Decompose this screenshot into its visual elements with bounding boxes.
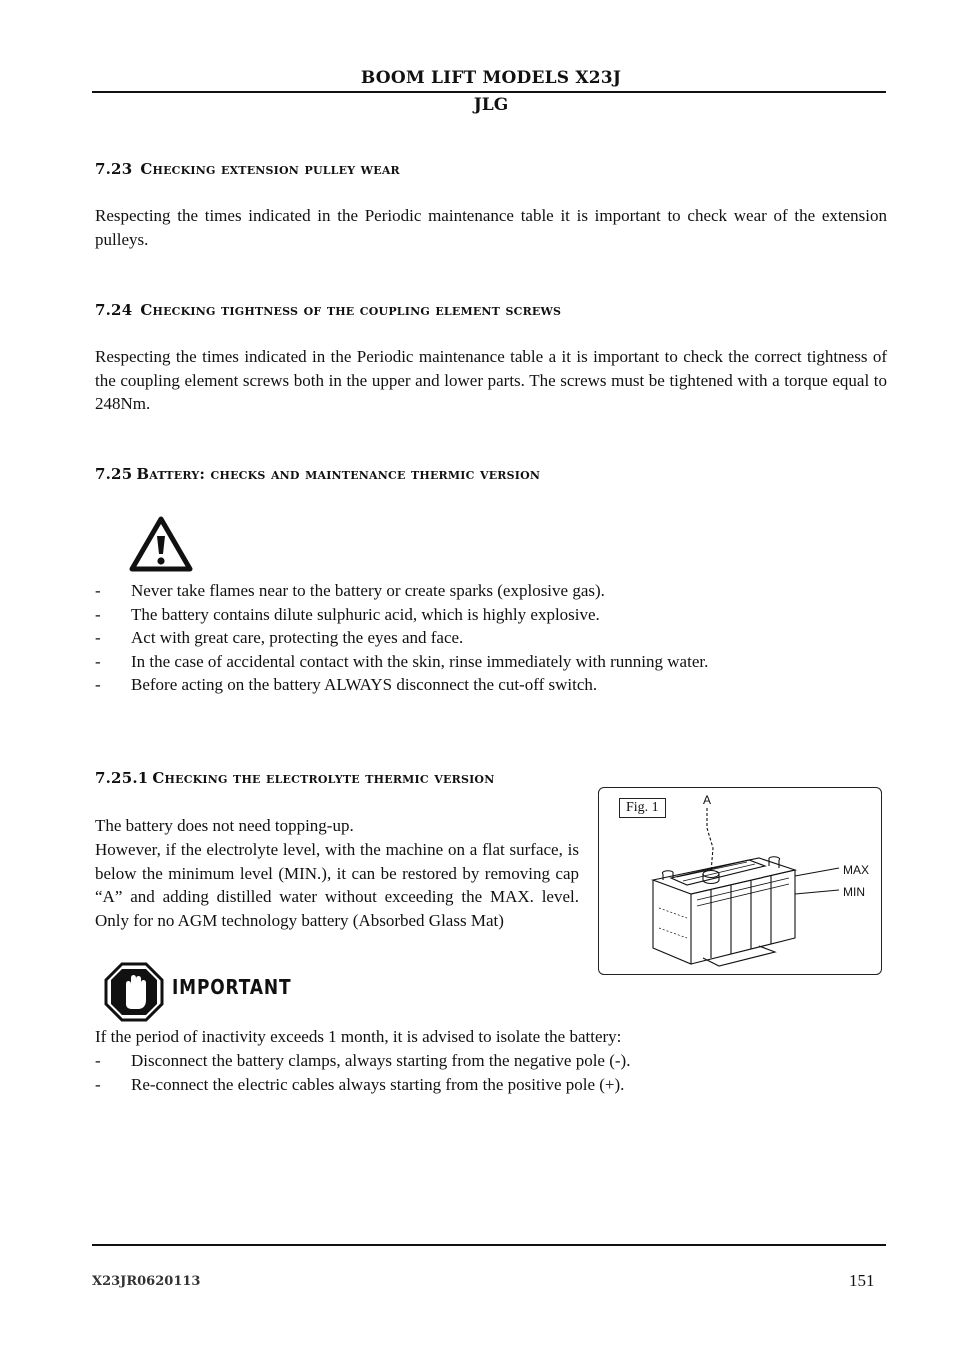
section-7-25-1-line1: The battery does not need topping-up. — [95, 816, 354, 835]
list-item: - Re-connect the electric cables always starting from the positive pole (+). — [95, 1073, 895, 1097]
cap-label: A — [703, 793, 712, 807]
section-number: 7.23 — [95, 160, 133, 178]
page-number: 151 — [849, 1271, 875, 1290]
stop-hand-icon — [104, 962, 164, 1022]
battery-warning-list — [95, 579, 895, 697]
list-item: - Act with great care, protecting the eyes and face. — [95, 626, 895, 650]
section-title: Checking tightness of the coupling element screws — [140, 301, 562, 319]
header-rule — [92, 91, 886, 93]
list-item: - The battery contains dilute sulphuric acid, which is highly explosive. — [95, 603, 895, 627]
section-7-24-heading — [95, 301, 561, 319]
section-7-25-heading — [95, 465, 540, 483]
max-label: MAX — [843, 863, 870, 877]
section-number: 7.24 — [95, 301, 133, 319]
important-intro: If the period of inactivity exceeds 1 month, it is advised to isolate the battery: — [95, 1027, 622, 1046]
section-7-25-1-text: However, if the electrolyte level, with the machine on a flat surface, is below the minimum level (MIN.), it can be restored by removing cap “A” and adding distilled water without exceeding the MAX. level. Only for no AGM technology battery (Absorbed Glass Mat) — [95, 840, 579, 930]
min-label: MIN — [843, 885, 865, 899]
footer-rule — [92, 1244, 886, 1246]
isolation-steps-list — [95, 1049, 895, 1096]
section-title: Checking the electrolyte thermic version — [152, 769, 495, 787]
section-title: Battery: checks and maintenance thermic version — [136, 465, 541, 483]
section-7-23-text: Respecting the times indicated in the Periodic maintenance table it is important to check wear of the extension pulleys. — [95, 206, 887, 249]
document-header-subtitle: JLG — [473, 95, 509, 115]
list-item: - Before acting on the battery ALWAYS disconnect the cut-off switch. — [95, 673, 895, 697]
warning-triangle-icon — [129, 516, 193, 572]
battery-drawing — [599, 788, 881, 974]
list-item: - In the case of accidental contact with the skin, rinse immediately with running water. — [95, 650, 895, 674]
section-number: 7.25.1 — [95, 769, 149, 787]
list-item: - Never take flames near to the battery or create sparks (explosive gas). — [95, 579, 895, 603]
document-header-title: BOOM LIFT MODELS X23J — [360, 68, 622, 88]
list-item: - Disconnect the battery clamps, always starting from the negative pole (-). — [95, 1049, 895, 1073]
section-number: 7.25 — [95, 465, 133, 483]
section-title: Checking extension pulley wear — [140, 160, 400, 178]
document-code: X23JR0620113 — [92, 1274, 201, 1289]
section-7-23-heading — [95, 160, 400, 178]
figure-label: Fig. 1 — [619, 798, 666, 818]
battery-figure — [598, 787, 882, 975]
section-7-25-1-heading — [95, 769, 494, 787]
important-label: IMPORTANT — [172, 975, 292, 999]
section-7-24-text: Respecting the times indicated in the Periodic maintenance table a it is important to check the correct tightness of the coupling element screws both in the upper and lower parts. The screws must be tightened with a torque equal to 248Nm. — [95, 347, 887, 413]
